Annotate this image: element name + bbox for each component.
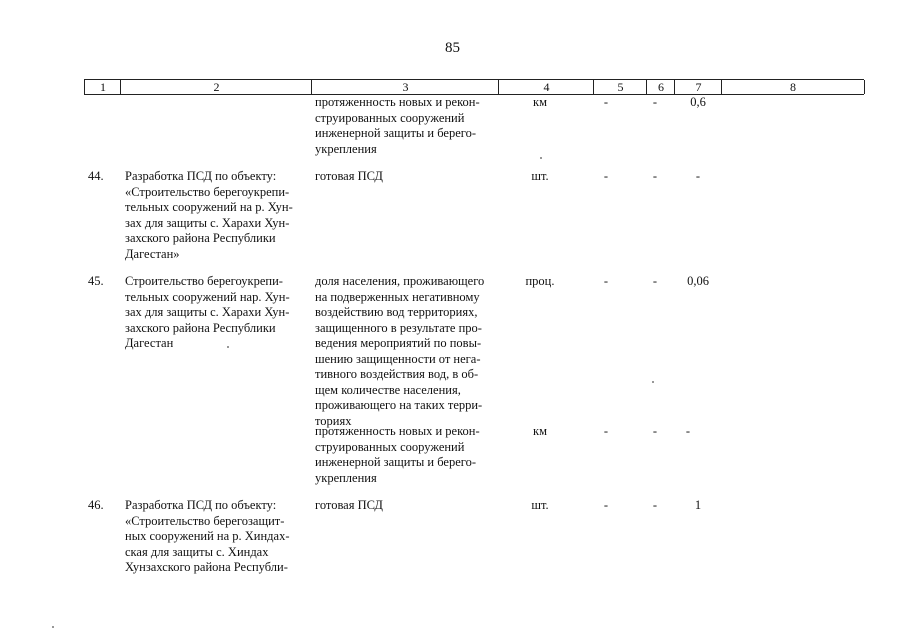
header-col-1: 1 — [84, 80, 121, 94]
header-col-4: 4 — [498, 80, 594, 94]
value-col-6: - — [652, 274, 658, 288]
value-col-7: - — [695, 169, 701, 183]
value-col-5: - — [603, 95, 609, 109]
value-col-7: - — [685, 424, 691, 438]
indicator-text: готовая ПСД — [315, 169, 383, 183]
value-col-5: - — [603, 498, 609, 512]
row-number: 46. — [88, 498, 104, 512]
row-number: 44. — [88, 169, 104, 183]
indicator-text: готовая ПСД — [315, 498, 383, 512]
value-col-6: - — [652, 424, 658, 438]
value-col-7: 1 — [694, 498, 702, 512]
value-col-5: - — [603, 424, 609, 438]
header-col-8: 8 — [721, 80, 865, 94]
unit-cell: проц. — [525, 274, 555, 288]
header-col-5: 5 — [593, 80, 647, 94]
project-name: Строительство берегоукрепи- тельных сооружений нар. Хун- зах для защиты с. Харахи Хун- захского района Республики Дагестан — [125, 274, 290, 350]
value-col-7: 0,6 — [690, 95, 706, 109]
unit-cell: шт. — [531, 498, 549, 512]
scan-speck — [540, 157, 542, 159]
header-col-7: 7 — [674, 80, 722, 94]
project-name: Разработка ПСД по объекту: «Строительство берегоукрепи- тельных сооружений на р. Хун- зах для защиты с. Харахи Хун- захского района Республики Дагестан» — [125, 169, 293, 261]
scan-speck — [52, 626, 54, 628]
value-col-6: - — [652, 498, 658, 512]
value-col-6: - — [652, 169, 658, 183]
indicator-text: доля населения, проживающего на подверженных негативному воздействию вод территориях, защищенного в результате про- ведения мероприятий по повы- шению защищенности от нега- тивного воздействия вод, в об- щем количестве населения, проживающего на таких терри- ториях — [315, 274, 485, 428]
row-number: 45. — [88, 274, 104, 288]
scan-speck — [227, 346, 229, 348]
table-header-row — [84, 79, 864, 95]
header-col-3: 3 — [311, 80, 499, 94]
scan-speck — [652, 381, 654, 383]
header-col-2: 2 — [120, 80, 312, 94]
page-number: 85 — [445, 40, 460, 56]
value-col-5: - — [603, 274, 609, 288]
header-col-6: 6 — [646, 80, 675, 94]
project-name: Разработка ПСД по объекту: «Строительство берегозащит- ных сооружений на р. Хиндах- ская для защиты с. Хиндах Хунзахского района Республи- — [125, 498, 290, 574]
unit-cell: км — [533, 95, 547, 109]
unit-cell: шт. — [531, 169, 549, 183]
indicator-text: протяженность новых и рекон- струированных сооружений инженерной защиты и берего- укрепления — [315, 424, 480, 485]
value-col-7: 0,06 — [687, 274, 709, 288]
value-col-5: - — [603, 169, 609, 183]
value-col-6: - — [652, 95, 658, 109]
unit-cell: км — [533, 424, 547, 438]
indicator-text: протяженность новых и рекон- струированных сооружений инженерной защиты и берего- укрепления — [315, 95, 480, 156]
